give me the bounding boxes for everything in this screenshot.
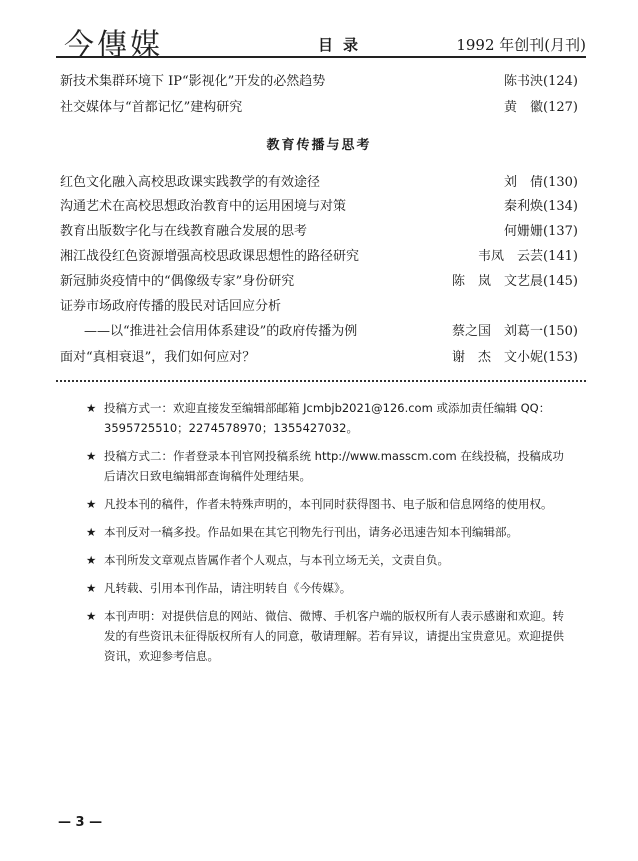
- entry-author: 黄 徽(127): [504, 100, 578, 115]
- star-icon: ★: [86, 449, 97, 463]
- star-icon: ★: [86, 525, 97, 539]
- entry-title: 面对“真相衰退”，我们如何应对？: [60, 350, 256, 365]
- star-icon: ★: [86, 497, 97, 511]
- toc-entry: [60, 270, 578, 290]
- notice-item: [86, 522, 572, 542]
- entry-author: 陈 岚 文艺晨(145): [452, 274, 578, 289]
- notice-item: [86, 550, 572, 570]
- toc-entry: [60, 220, 578, 240]
- entry-author: 韦凤 云芸(141): [478, 249, 578, 264]
- notice-text: 凡转载、引用本刊作品，请注明转自《今传媒》。: [104, 581, 352, 595]
- toc-entry-subtitle: [60, 320, 578, 340]
- notice-text: 本刊声明：对提供信息的网站、微信、微博、手机客户端的版权所有人表示感谢和欢迎。转发的有些资讯未征得版权所有人的同意，敬请理解。若有异议，请提出宝贵意见。欢迎提供资讯，欢迎参考信息。: [104, 609, 564, 663]
- entry-title: 教育出版数字化与在线教育融合发展的思考: [60, 224, 308, 239]
- star-icon: ★: [86, 553, 97, 567]
- star-icon: ★: [86, 401, 97, 415]
- entry-title: 新技术集群环境下 IP“影视化”开发的必然趋势: [60, 74, 326, 89]
- publication-info: 1992 年创刊(月刊): [456, 36, 586, 54]
- notice-item: [86, 606, 572, 666]
- entry-author: 蔡之国 刘葛一(150): [452, 324, 578, 339]
- entry-title: 社交媒体与“首都记忆”建构研究: [60, 100, 243, 115]
- entry-author: 谢 杰 文小妮(153): [452, 350, 578, 365]
- star-icon: ★: [86, 581, 97, 595]
- entry-author: 何姗姗(137): [504, 224, 578, 239]
- toc-entry: [60, 171, 578, 191]
- notice-text: 凡投本刊的稿件，作者未特殊声明的，本刊同时获得图书、电子版和信息网络的使用权。: [104, 497, 553, 511]
- toc-entry: [60, 70, 578, 90]
- page-header: [56, 20, 586, 63]
- page-number: — 3 —: [58, 815, 103, 830]
- toc-entry: [60, 295, 578, 315]
- notice-text: 投稿方式一：欢迎直接发至编辑部邮箱 Jcmbjb2021@126.com 或添加责任编辑 QQ：3595725510；2274578970；1355427032。: [104, 401, 551, 435]
- header-rule: [56, 56, 586, 58]
- notice-item: [86, 494, 572, 514]
- toc-entry: [60, 96, 578, 116]
- entry-subtitle: ——以“推进社会信用体系建设”的政府传播为例: [84, 324, 358, 339]
- notice-text: 本刊所发文章观点皆属作者个人观点，与本刊立场无关，文责自负。: [104, 553, 449, 567]
- notice-text: 投稿方式二：作者登录本刊官网投稿系统 http://www.masscm.com 在线投稿，投稿成功后请次日致电编辑部查询稿件处理结果。: [104, 449, 564, 483]
- entry-title: 新冠肺炎疫情中的“偶像级专家”身份研究: [60, 274, 295, 289]
- entry-author: 刘 倩(130): [504, 175, 578, 190]
- notice-list: [86, 398, 572, 674]
- journal-logo: 今傳媒: [64, 28, 163, 63]
- entry-title: 证券市场政府传播的股民对话回应分析: [60, 299, 282, 314]
- notice-item: [86, 446, 572, 486]
- entry-title: 沟通艺术在高校思想政治教育中的运用困境与对策: [60, 199, 347, 214]
- notice-text: 本刊反对一稿多投。作品如果在其它刊物先行刊出，请务必迅速告知本刊编辑部。: [104, 525, 518, 539]
- entry-title: 红色文化融入高校思政课实践教学的有效途径: [60, 175, 321, 190]
- toc-entry: [60, 245, 578, 265]
- toc-entry: [60, 195, 578, 215]
- entry-author: 秦利焕(134): [504, 199, 578, 214]
- notice-item: [86, 398, 572, 438]
- section-title: 教育传播与思考: [266, 138, 372, 153]
- notice-item: [86, 578, 572, 598]
- toc-title: 目录: [318, 36, 369, 54]
- entry-title: 湘江战役红色资源增强高校思政课思想性的路径研究: [60, 249, 360, 264]
- entry-author: 陈书泱(124): [504, 74, 578, 89]
- dotted-divider: [56, 380, 586, 382]
- star-icon: ★: [86, 609, 97, 623]
- toc-entry: [60, 346, 578, 366]
